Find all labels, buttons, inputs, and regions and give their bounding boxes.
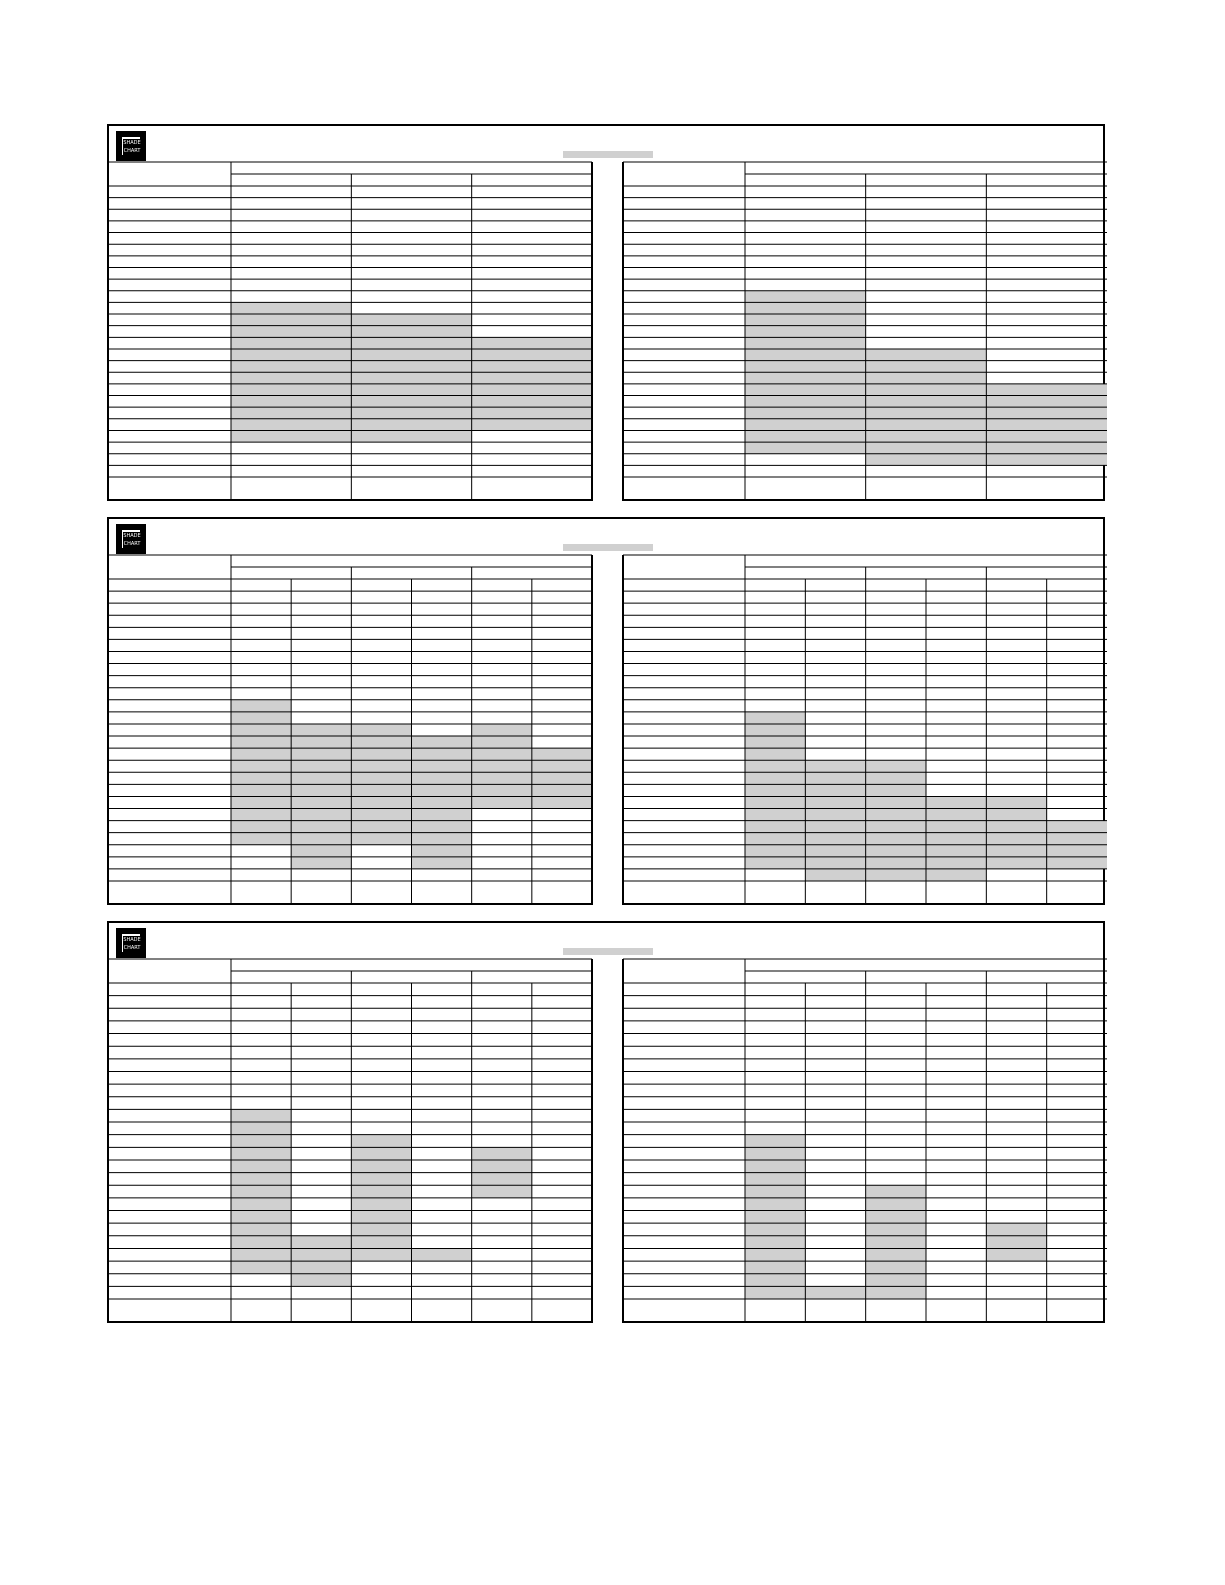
block-3 xyxy=(107,921,1105,1323)
shaded-column-6 xyxy=(532,748,592,808)
shaded-column-2 xyxy=(351,314,471,442)
shaded-column-5 xyxy=(986,1223,1046,1261)
logo-text: SHADE CHART xyxy=(123,533,141,547)
grid-svg xyxy=(109,519,1107,907)
panel-left xyxy=(109,959,592,1323)
grid-svg xyxy=(109,923,1107,1325)
panel-left xyxy=(109,162,592,501)
block-1 xyxy=(107,124,1105,501)
logo-text: SHADE CHART xyxy=(123,937,141,951)
shaded-column-1 xyxy=(745,712,805,869)
shaded-column-4 xyxy=(412,736,472,869)
shaded-column-3 xyxy=(866,1185,926,1299)
block-2 xyxy=(107,517,1105,905)
panel-left xyxy=(109,555,592,905)
panel-right xyxy=(623,959,1107,1323)
shaded-column-1 xyxy=(745,1135,805,1299)
shaded-column-1 xyxy=(231,1109,291,1273)
shaded-column-4 xyxy=(412,1248,472,1261)
shaded-column-3 xyxy=(986,384,1107,465)
panel-right xyxy=(623,162,1107,501)
grid-svg xyxy=(109,126,1107,503)
shaded-column-4 xyxy=(926,796,986,881)
shaded-column-5 xyxy=(472,724,532,809)
logo-text: SHADE CHART xyxy=(123,140,141,154)
panel-right xyxy=(623,555,1107,905)
shaded-column-2 xyxy=(805,1286,865,1299)
